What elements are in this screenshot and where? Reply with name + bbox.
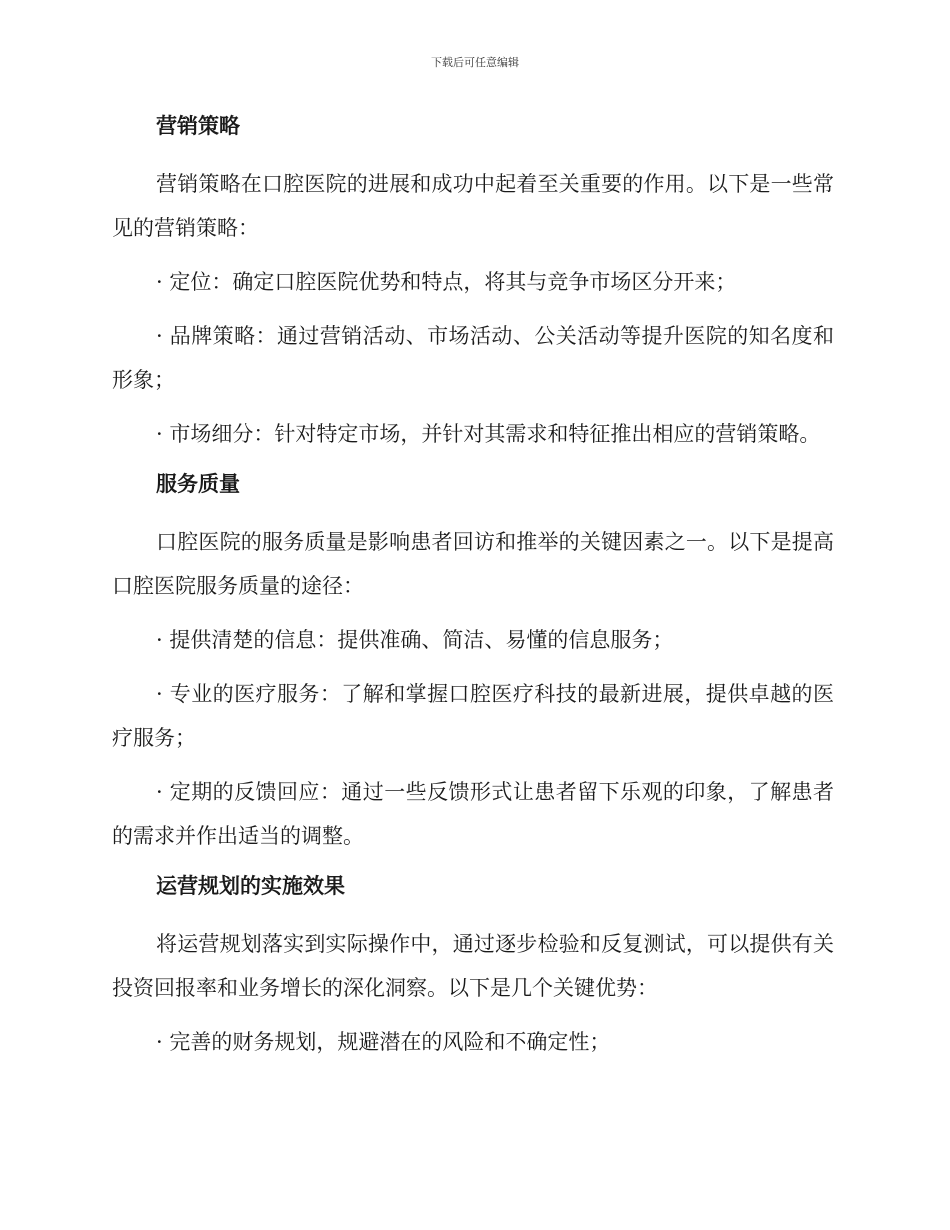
document-body xyxy=(112,108,834,1074)
page-header: 下载后可任意编辑 xyxy=(431,56,519,69)
section-heading-marketing: 营销策略 xyxy=(156,114,240,138)
paragraph: 营销策略在口腔医院的进展和成功中起着至关重要的作用。以下是一些常见的营销策略： xyxy=(112,172,834,240)
bullet-item: · 定期的反馈回应：通过一些反馈形式让患者留下乐观的印象，了解患者的需求并作出适当的调整。 xyxy=(112,780,834,848)
paragraph: 口腔医院的服务质量是影响患者回访和推举的关键因素之一。以下是提高口腔医院服务质量的途径： xyxy=(112,530,834,598)
bullet-item: · 提供清楚的信息：提供准确、简洁、易懂的信息服务； xyxy=(156,628,674,652)
bullet-item: · 定位：确定口腔医院优势和特点，将其与竞争市场区分开来； xyxy=(156,270,737,294)
bullet-item: · 完善的财务规划，规避潜在的风险和不确定性； xyxy=(156,1030,611,1054)
bullet-item: · 品牌策略：通过营销活动、市场活动、公关活动等提升医院的知名度和形象； xyxy=(112,324,834,392)
paragraph: 将运营规划落实到实际操作中，通过逐步检验和反复测试，可以提供有关投资回报率和业务增长的深化洞察。以下是几个关键优势： xyxy=(112,932,834,1000)
section-heading-operations: 运营规划的实施效果 xyxy=(156,874,345,898)
bullet-item: · 市场细分：针对特定市场，并针对其需求和特征推出相应的营销策略。 xyxy=(156,422,821,446)
bullet-item: · 专业的医疗服务：了解和掌握口腔医疗科技的最新进展，提供卓越的医疗服务； xyxy=(112,682,834,750)
section-heading-service-quality: 服务质量 xyxy=(156,472,240,496)
